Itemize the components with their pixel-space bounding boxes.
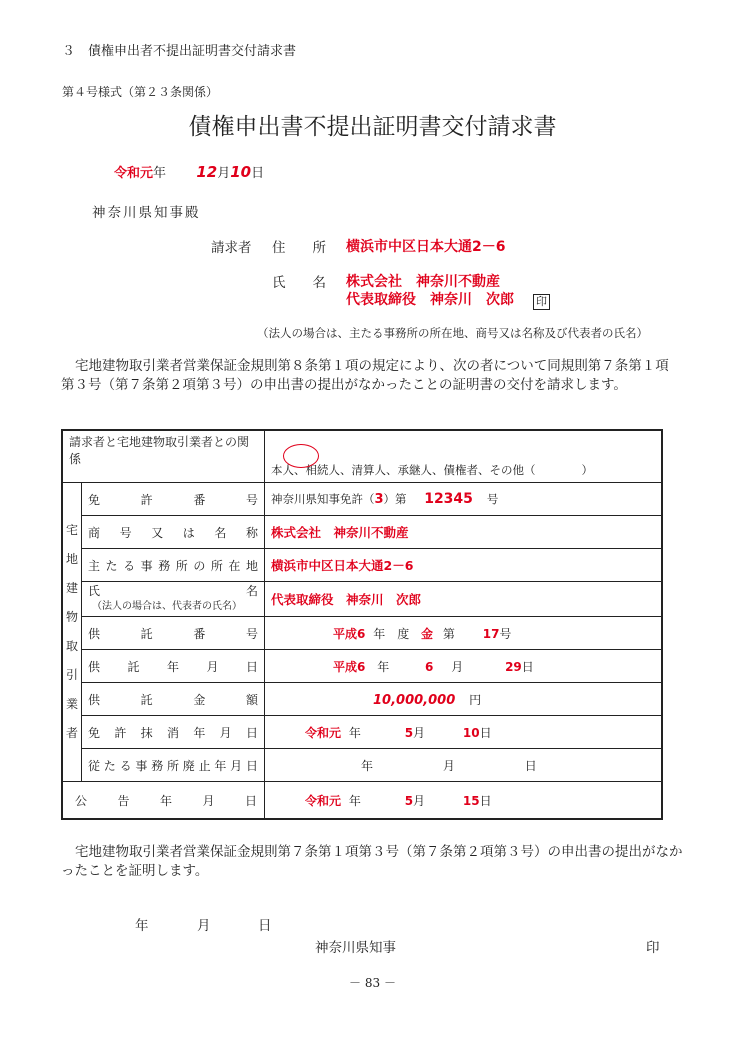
group-label-char: 物 bbox=[65, 610, 78, 624]
date-month: 12 bbox=[196, 163, 218, 181]
person-label-1: 氏 bbox=[88, 584, 101, 598]
notice-day-unit: 日 bbox=[479, 793, 492, 808]
trade-name-label: 商号又は名称 bbox=[82, 516, 265, 549]
requester-name-line2: 代表取締役 神奈川 次郎 bbox=[346, 292, 514, 308]
certify-date-day: 日 bbox=[258, 918, 272, 934]
date-day-unit: 日 bbox=[251, 166, 265, 181]
intro-paragraph: 宅地建物取引業者営業保証金規則第８条第１項の規定により、次の者について同規則第７条第１項第３号（第７条第２項第３号）の申出書の提出がなかったことの証明書の交付を請求します。 bbox=[61, 358, 669, 393]
deposit-number-year-unit: 年 度 bbox=[373, 626, 410, 641]
revoke-month-unit: 月 bbox=[413, 725, 426, 740]
addressee: 神奈川県知事殿 bbox=[92, 205, 201, 221]
details-table bbox=[61, 429, 663, 820]
relation-label-cell bbox=[62, 430, 265, 483]
deposit-date-month: 6 bbox=[425, 659, 434, 674]
sub-office-value bbox=[265, 749, 663, 782]
license-mid: ）第 bbox=[383, 492, 407, 506]
license-label: 免許番号 bbox=[82, 483, 265, 516]
date-day: 10 bbox=[230, 163, 252, 181]
amount-label: 供託金額 bbox=[82, 683, 265, 716]
sub-office-month: 月 bbox=[442, 758, 455, 773]
certify-date-year: 年 bbox=[135, 918, 149, 934]
deposit-number-go: 号 bbox=[499, 626, 512, 641]
person-label-2: 名 bbox=[245, 584, 258, 598]
deposit-date-year-unit: 年 bbox=[377, 659, 390, 674]
deposit-date-month-unit: 月 bbox=[451, 659, 464, 674]
amount-unit: 円 bbox=[469, 692, 482, 707]
seal-mark: 印 bbox=[533, 294, 550, 310]
governor-title: 神奈川県知事 bbox=[315, 940, 396, 956]
deposit-date-label: 供託年月日 bbox=[82, 650, 265, 683]
notice-year-unit: 年 bbox=[348, 793, 361, 808]
group-label-cell bbox=[62, 483, 82, 782]
revoke-day-unit: 日 bbox=[479, 725, 492, 740]
license-prefix: 神奈川県知事免許（ bbox=[271, 492, 375, 506]
deposit-date-day: 29 bbox=[505, 659, 522, 674]
deposit-number-kind: 金 bbox=[421, 626, 434, 641]
revoke-value bbox=[265, 716, 663, 749]
notice-month: 5 bbox=[404, 793, 414, 808]
group-label-char: 取 bbox=[65, 639, 78, 653]
notice-era: 令和元 bbox=[305, 793, 342, 808]
request-date bbox=[114, 162, 264, 181]
revoke-day: 10 bbox=[462, 725, 480, 740]
group-label-char: 建 bbox=[65, 581, 78, 595]
deposit-date-day-unit: 日 bbox=[521, 659, 534, 674]
section-heading: ３ 債権申出者不提出証明書交付請求書 bbox=[62, 44, 297, 59]
group-label-char: 宅 bbox=[65, 523, 78, 537]
deposit-number-label: 供託番号 bbox=[82, 617, 265, 650]
requester-note: （法人の場合は、主たる事務所の所在地、商号又は名称及び代表者の氏名） bbox=[257, 326, 648, 340]
sub-office-day: 日 bbox=[524, 758, 537, 773]
page-number: － 83 － bbox=[349, 976, 396, 990]
address-label: 住 所 bbox=[272, 240, 326, 256]
group-label-char: 地 bbox=[65, 552, 78, 566]
group-label bbox=[63, 516, 81, 748]
deposit-number-number: 17 bbox=[482, 626, 500, 641]
person-value: 代表取締役 神奈川 次郎 bbox=[265, 582, 663, 617]
requester-address: 横浜市中区日本大通2－6 bbox=[346, 239, 506, 255]
deposit-number-dai: 第 bbox=[442, 626, 455, 641]
deposit-date-value bbox=[265, 650, 663, 683]
group-label-char: 引 bbox=[65, 668, 78, 682]
name-label: 氏 名 bbox=[272, 275, 326, 291]
date-era: 令和元 bbox=[114, 166, 154, 181]
person-label-cell bbox=[82, 582, 265, 617]
notice-label-cell bbox=[62, 782, 265, 820]
deposit-amount: 10,000,000 bbox=[373, 692, 456, 708]
group-label-char: 者 bbox=[65, 726, 78, 740]
governor-seal: 印 bbox=[646, 940, 660, 956]
revoke-label: 免許抹消年月日 bbox=[82, 716, 265, 749]
group-label-char: 業 bbox=[65, 697, 78, 711]
trade-name-value: 株式会社 神奈川不動産 bbox=[265, 516, 663, 549]
amount-value bbox=[265, 683, 663, 716]
revoke-year-unit: 年 bbox=[348, 725, 361, 740]
office-value: 横浜市中区日本大通2－6 bbox=[265, 549, 663, 582]
license-value bbox=[265, 483, 663, 516]
document-title: 債権申出書不提出証明書交付請求書 bbox=[188, 114, 557, 140]
date-month-unit: 月 bbox=[217, 166, 231, 181]
revoke-month: 5 bbox=[404, 725, 414, 740]
revoke-era: 令和元 bbox=[305, 725, 342, 740]
office-label: 主たる事務所の所在地 bbox=[82, 549, 265, 582]
license-suffix: 号 bbox=[486, 492, 499, 506]
license-number: 12345 bbox=[424, 491, 473, 507]
sub-office-label: 従たる事務所廃止年月日 bbox=[82, 749, 265, 782]
certify-date-month: 月 bbox=[197, 918, 211, 934]
certify-paragraph: 宅地建物取引業者営業保証金規則第７条第１項第３号（第７条第２項第３号）の申出書の提出がなかったことを証明します。 bbox=[61, 844, 683, 879]
requester-name-line1: 株式会社 神奈川不動産 bbox=[346, 274, 500, 290]
notice-value bbox=[265, 782, 663, 820]
requester-label: 請求者 bbox=[211, 240, 252, 256]
relation-label: 請求者と宅地建物取引業者との関係 bbox=[69, 435, 250, 466]
notice-month-unit: 月 bbox=[413, 793, 426, 808]
date-year-unit: 年 bbox=[153, 166, 167, 181]
person-note: （法人の場合は、代表者の氏名） bbox=[92, 601, 242, 612]
notice-day: 15 bbox=[462, 793, 480, 808]
deposit-number-value bbox=[265, 617, 663, 650]
deposit-number-era: 平成6 bbox=[333, 626, 366, 641]
deposit-date-era: 平成6 bbox=[333, 659, 366, 674]
selected-relation-circle bbox=[283, 444, 319, 468]
requester-seal bbox=[533, 290, 550, 310]
license-renewal: 3 bbox=[374, 492, 384, 507]
sub-office-year: 年 bbox=[361, 758, 374, 773]
notice-label: 公告年月日 bbox=[75, 793, 257, 808]
relation-options: 本人、相続人、清算人、承継人、債権者、その他（ ） bbox=[265, 430, 663, 483]
form-number: 第４号様式（第２３条関係） bbox=[62, 85, 219, 99]
